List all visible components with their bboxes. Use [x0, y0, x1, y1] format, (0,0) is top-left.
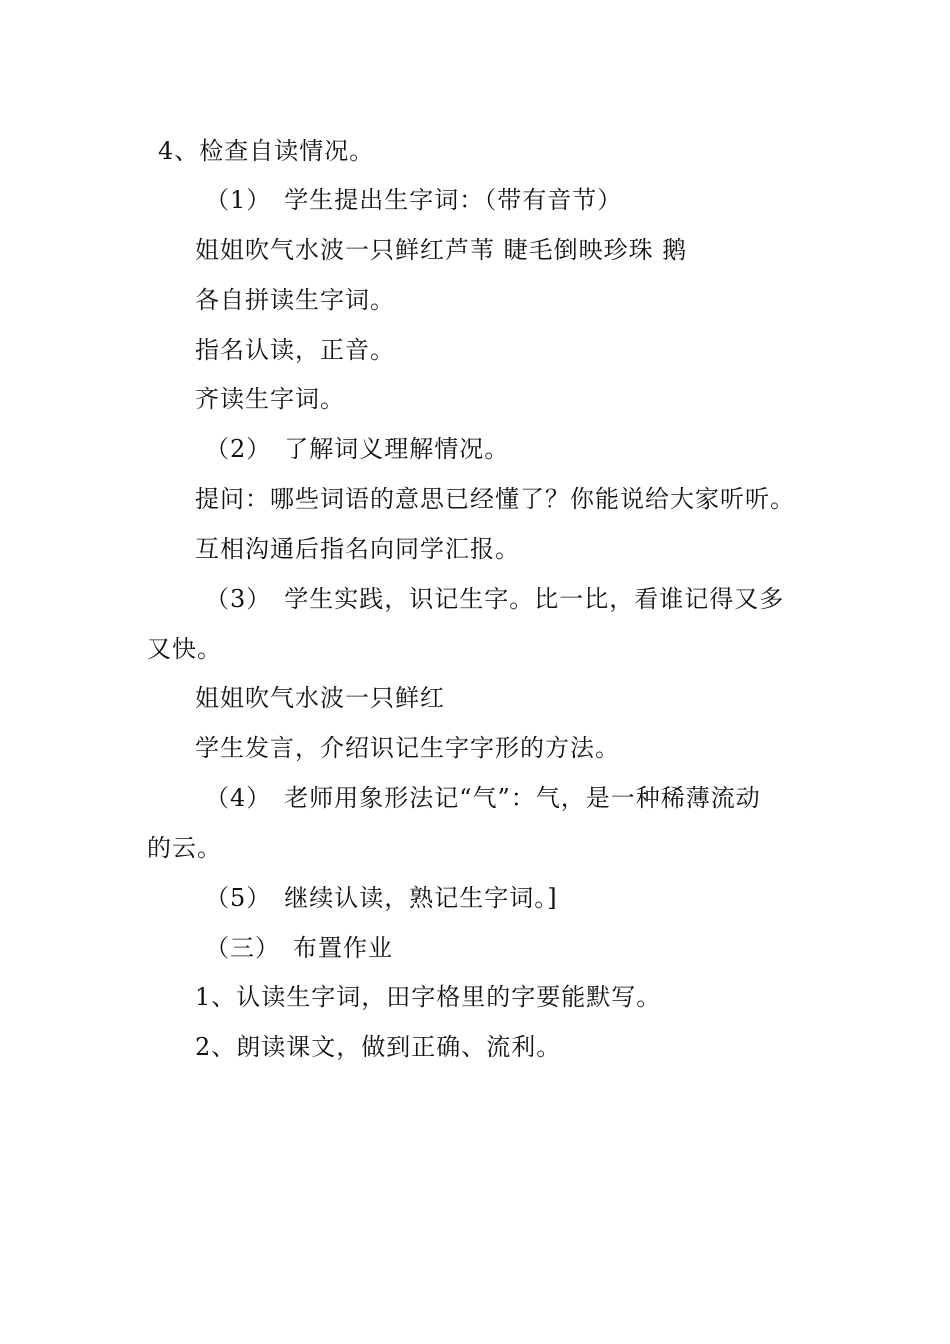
substep-2-heading: （2） 了解词义理解情况。 [205, 435, 510, 463]
homework-item-1: 1、认读生字词，田字格里的字要能默写。 [195, 983, 662, 1011]
substep-3-heading: （3） 学生实践，识记生字。比一比，看谁记得又多 [205, 585, 785, 613]
homework-item-2: 2、朗读课文，做到正确、流利。 [195, 1033, 562, 1061]
substep-4-heading: （4） 老师用象形法记“气”：气，是一种稀薄流动 [205, 784, 761, 812]
substep-5-heading: （5） 继续认读，熟记生字词。] [205, 884, 558, 912]
substep-3-continuation: 又快。 [147, 635, 222, 663]
paragraph-student-share: 学生发言，介绍识记生字字形的方法。 [195, 734, 620, 762]
paragraph-question: 提问：哪些词语的意思已经懂了？你能说给大家听听。 [195, 485, 795, 513]
section-3-heading: （三） 布置作业 [205, 934, 393, 962]
substep-1-heading: （1） 学生提出生字词：（带有音节） [205, 186, 623, 214]
substep-4-continuation: 的云。 [147, 834, 222, 862]
paragraph-named-reading: 指名认读，正音。 [195, 336, 395, 364]
character-list: 姐姐吹气水波一只鲜红 [195, 684, 445, 712]
step-4-heading: 4、检查自读情况。 [158, 137, 375, 165]
paragraph-self-reading: 各自拼读生字词。 [195, 286, 395, 314]
paragraph-group-reading: 齐读生字词。 [195, 385, 345, 413]
vocabulary-list: 姐姐吹气水波一只鲜红芦苇 睫毛倒映珍珠 鹅 [195, 236, 688, 264]
paragraph-report: 互相沟通后指名向同学汇报。 [195, 535, 520, 563]
